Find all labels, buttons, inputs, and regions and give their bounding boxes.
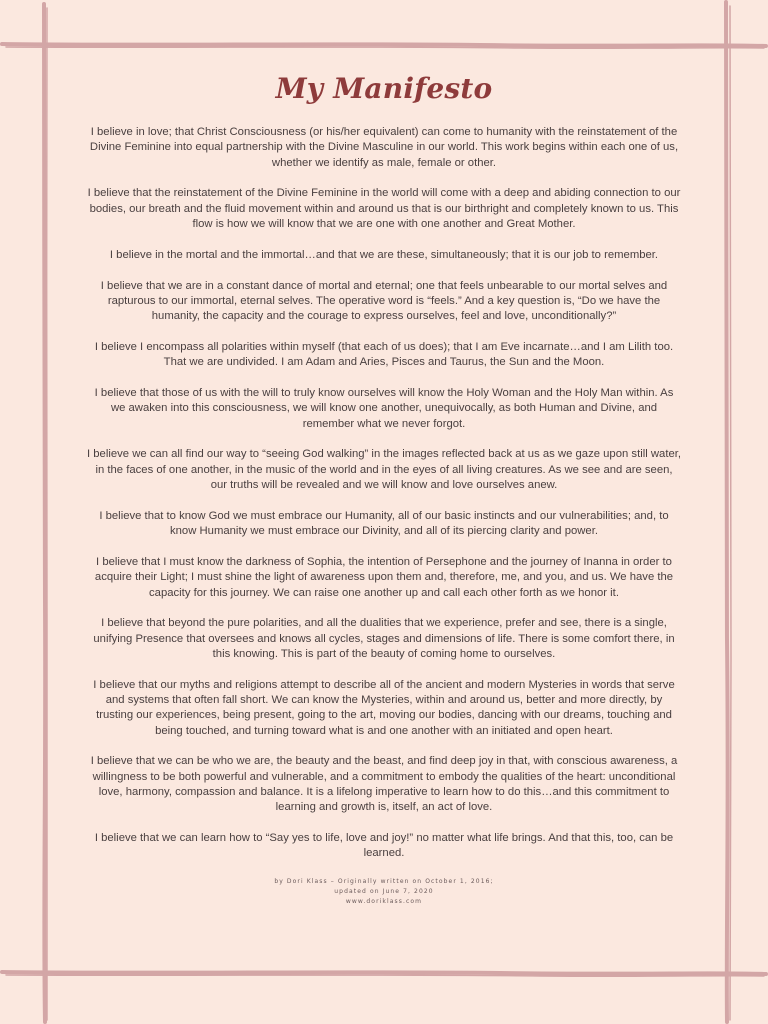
frame-line-right xyxy=(726,2,728,1022)
manifesto-paragraph: I believe I encompass all polarities within myself (that each of us does); that I am Eve incarnate…and I am Lilith too. That we are undivided. I am Adam and Aries, Pisces and Taurus, the Sun and the Moon. xyxy=(94,340,674,369)
footer-updated: updated on June 7, 2020 xyxy=(334,888,434,896)
manifesto-paragraph: I believe that to know God we must embrace our Humanity, all of our basic instincts and our vulnerabilities; and, to know Humanity we must embrace our Divinity, and all of its piercing clarity and power. xyxy=(99,509,669,538)
manifesto-paragraph: I believe that our myths and religions attempt to describe all of the ancient and modern Mysteries in words that serve and systems that often fall short. We can know the Mysteries, within and around us, better and more directly, by trusting our experiences, being present, going to the art, moving our bodies, dancing with our dreams, touching and being touched, and turning toward what is and one another with an initiated and open heart. xyxy=(93,678,675,737)
manifesto-paragraph: I believe that we can learn how to “Say yes to life, love and joy!” no matter what life brings. And that this, too, can be learned. xyxy=(94,832,674,860)
page-title: My Manifesto xyxy=(275,72,493,105)
manifesto-content xyxy=(86,72,682,907)
footer-website-link[interactable]: www.doriklass.com xyxy=(345,898,423,906)
manifesto-paragraph: I believe that I must know the darkness of Sophia, the intention of Persephone and the journey of Inanna in order to acquire their Light; I must shine the light of awareness upon them and, therefore, me, and you, and us. We have the capacity for this journey. We can raise one another up and call each other forth as we honor it. xyxy=(94,555,674,599)
manifesto-paragraph: I believe we can all find our way to “seeing God walking” in the images reflected back at us as we gaze upon still water, in the faces of one another, in the music of the world and in the eyes of all living creatures. As we see and are seen, our truths will be revealed and we will know and love ourselves anew. xyxy=(86,448,682,492)
author-footer xyxy=(86,877,682,907)
manifesto-paragraph: I believe in the mortal and the immortal…and that we are these, simultaneously; that it is our job to remember. xyxy=(109,248,659,261)
manifesto-paragraph: I believe that we are in a constant dance of mortal and eternal; one that feels unbearable to our mortal selves and rapturous to our immortal, eternal selves. The operative word is “feels.” And a key question is, “Do we have the humanity, the capacity and the courage to express ourselves, feel and love, unconditionally?” xyxy=(100,279,668,323)
frame-line-bottom xyxy=(2,972,766,974)
footer-credit: by Dori Klass – Originally written on October 1, 2016; xyxy=(274,878,494,886)
manifesto-paragraph: I believe that the reinstatement of the Divine Feminine in the world will come with a deep and abiding connection to our bodies, our breath and the fluid movement within and around us that is our birthright and completely known to us. This flow is how we will know that we are one with one another and Great Mother. xyxy=(87,187,681,230)
manifesto-paragraph: I believe that those of us with the will to truly know ourselves will know the Holy Woman and the Holy Man within. As we awaken into this consciousness, we will know one another, unequivocally, as both Human and Divine, and remember what we never forgot. xyxy=(94,387,674,430)
manifesto-paragraph: I believe in love; that Christ Consciousness (or his/her equivalent) can come to humanity with the reinstatement of the Divine Feminine into equal partnership with the Divine Masculine in our world. This work begins within each one of us, whether we identify as male, female or other. xyxy=(89,126,679,169)
frame-line-top xyxy=(2,44,766,46)
manifesto-paragraph: I believe that beyond the pure polarities, and all the dualities that we experience, prefer and see, there is a single, unifying Presence that oversees and knows all cycles, stages and dimensions of life. There is some comfort there, in this knowing. This is part of the beauty of coming home to ourselves. xyxy=(93,617,675,660)
manifesto-paragraph: I believe that we can be who we are, the beauty and the beast, and find deep joy in that, with conscious awareness, a willingness to be both powerful and vulnerable, and a commitment to embody the qualities of the heart: unconditional love, harmony, compassion and balance. It is a lifelong imperative to learn how to do this…and this commitment to learning and growth is, itself, an act of love. xyxy=(90,755,678,814)
frame-line-left xyxy=(44,4,45,1022)
